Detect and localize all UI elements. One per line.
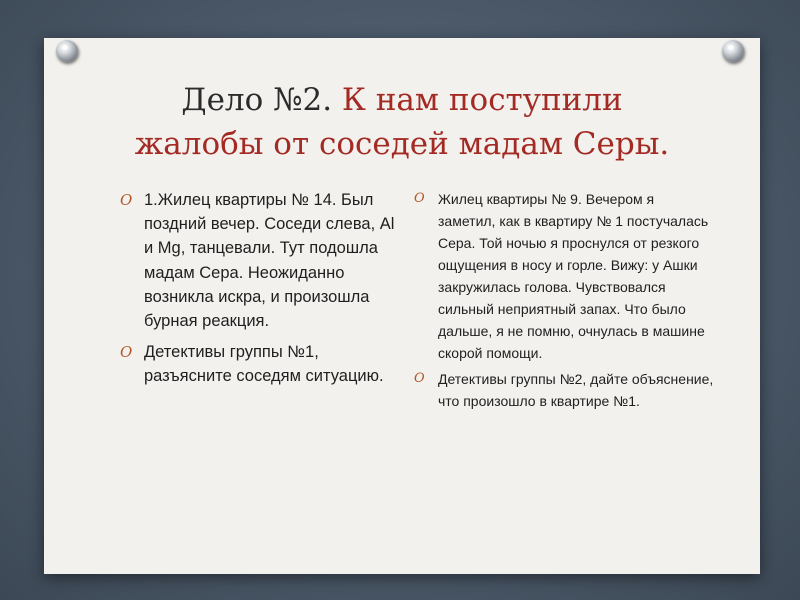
- left-item-2-text: Детективы группы №1, разъясните соседям ситуацию.: [144, 343, 384, 386]
- title-accent-line2: жалобы от соседей мадам Серы.: [134, 126, 670, 162]
- right-column-list: [414, 188, 714, 416]
- right-list-item-1: [414, 188, 714, 364]
- bullet-icon: O: [120, 343, 133, 362]
- pushpin-icon-left: [56, 40, 78, 62]
- left-list-item-1: [120, 188, 398, 333]
- bullet-icon: O: [414, 191, 425, 206]
- right-item-1-text: Жилец квартиры № 9. Вечером я заметил, как в квартиру № 1 постучалась Сера. Той ночью я проснулся от резкого ощущения в носу и горле. Вижу: у Ашки закружилась голова. Чувствовался сильный неприятный запах. Что было дальше, я не помню, очнулась в машине скорой помощи.: [438, 191, 709, 361]
- right-item-2-text: Детективы группы №2, дайте объяснение, что произошло в квартире №1.: [438, 371, 714, 409]
- right-list-item-2: [414, 368, 714, 412]
- slide-card: [44, 38, 760, 574]
- title-accent-line1: К нам поступили: [341, 82, 623, 118]
- left-column-list: [120, 188, 398, 396]
- pushpin-icon-right: [722, 40, 744, 62]
- title-prefix: Дело №2.: [181, 82, 342, 118]
- bullet-icon: O: [120, 191, 133, 209]
- slide-title: [44, 78, 760, 166]
- left-list-item-2: [120, 340, 398, 388]
- left-item-1-text: 1.Жилец квартиры № 14. Был поздний вечер. Соседи слева, Al и Mg, танцевали. Тут подошла мадам Сера. Неожиданно возникла искра, и произошла бурная реакция.: [144, 191, 395, 331]
- bullet-icon: O: [414, 371, 425, 386]
